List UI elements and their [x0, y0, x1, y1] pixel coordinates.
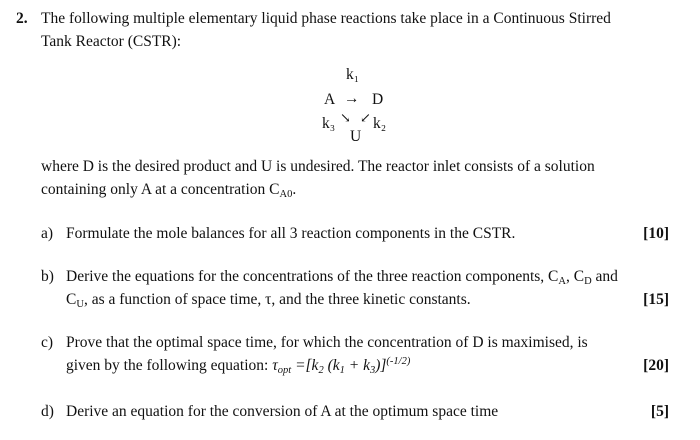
equation-tau: τ — [272, 357, 278, 374]
subscript-a: A — [558, 276, 566, 287]
rate-constant-k3: k₃ — [322, 115, 336, 132]
question-number: 2. — [16, 10, 28, 27]
part-b-text-5: , as a function of space time, τ, and the three kinetic constants. — [83, 291, 471, 308]
part-c-line-2 — [66, 357, 410, 375]
description-text: containing only A at a concentration C — [41, 181, 280, 198]
subscript-d: D — [584, 276, 592, 287]
equation-tau-subscript: opt — [277, 365, 292, 376]
equation-part-1: =[k — [291, 357, 319, 374]
subscript-u: U — [76, 299, 84, 310]
part-d-text: Derive an equation for the conversion of A at the optimum space time — [66, 403, 499, 420]
part-d-marks: [5] — [650, 403, 669, 420]
part-b-text-4: C — [66, 291, 77, 308]
reaction-arrow-a-to-u: ↘ — [340, 110, 351, 125]
description-line-1: where D is the desired product and U is undesired. The reactor inlet consists of a solution — [41, 158, 595, 175]
description-line-2 — [41, 181, 296, 199]
reaction-arrow-a-to-d: → — [344, 90, 360, 107]
part-b-line-1 — [66, 268, 618, 286]
rate-constant-k1: k₁ — [346, 66, 360, 83]
equation-part-4: )] — [375, 357, 387, 374]
equation-part-3: + k — [344, 357, 370, 374]
species-a: A — [324, 91, 336, 108]
equation-sub-1: 1 — [339, 365, 345, 376]
description-period: . — [292, 181, 297, 198]
part-d-label: d) — [41, 403, 54, 420]
part-b-line-2 — [66, 291, 471, 309]
question-intro-line-2: Tank Reactor (CSTR): — [41, 33, 182, 50]
part-c-label: c) — [41, 334, 54, 351]
part-c-line-1: Prove that the optimal space time, for which the concentration of D is maximised, is — [66, 334, 588, 351]
part-b-text-1: Derive the equations for the concentrations of the three reaction components, C — [66, 268, 559, 285]
species-d: D — [372, 91, 384, 108]
part-a-marks: [10] — [643, 225, 669, 242]
part-a-label: a) — [41, 225, 54, 242]
part-b-marks: [15] — [643, 291, 669, 308]
reaction-scheme — [320, 66, 400, 148]
part-a-text: Formulate the mole balances for all 3 reaction components in the CSTR. — [66, 225, 516, 242]
part-c-text: given by the following equation: — [66, 357, 273, 374]
species-u: U — [350, 128, 362, 145]
concentration-subscript: A0 — [279, 189, 293, 200]
reaction-arrow-d-to-u: ↙ — [360, 110, 371, 125]
equation-part-2: (k — [323, 357, 340, 374]
equation-sub-2: 2 — [318, 365, 324, 376]
part-b-text-2: , C — [565, 268, 585, 285]
equation-exponent: (-1/2) — [386, 356, 411, 367]
rate-constant-k2: k₂ — [373, 115, 387, 132]
question-intro-line-1: The following multiple elementary liquid phase reactions take place in a Continuous Stirred — [41, 10, 611, 27]
part-b-label: b) — [41, 268, 54, 285]
equation-sub-3: 3 — [369, 365, 376, 376]
part-c-marks: [20] — [643, 357, 669, 374]
part-b-text-3: and — [591, 268, 618, 285]
